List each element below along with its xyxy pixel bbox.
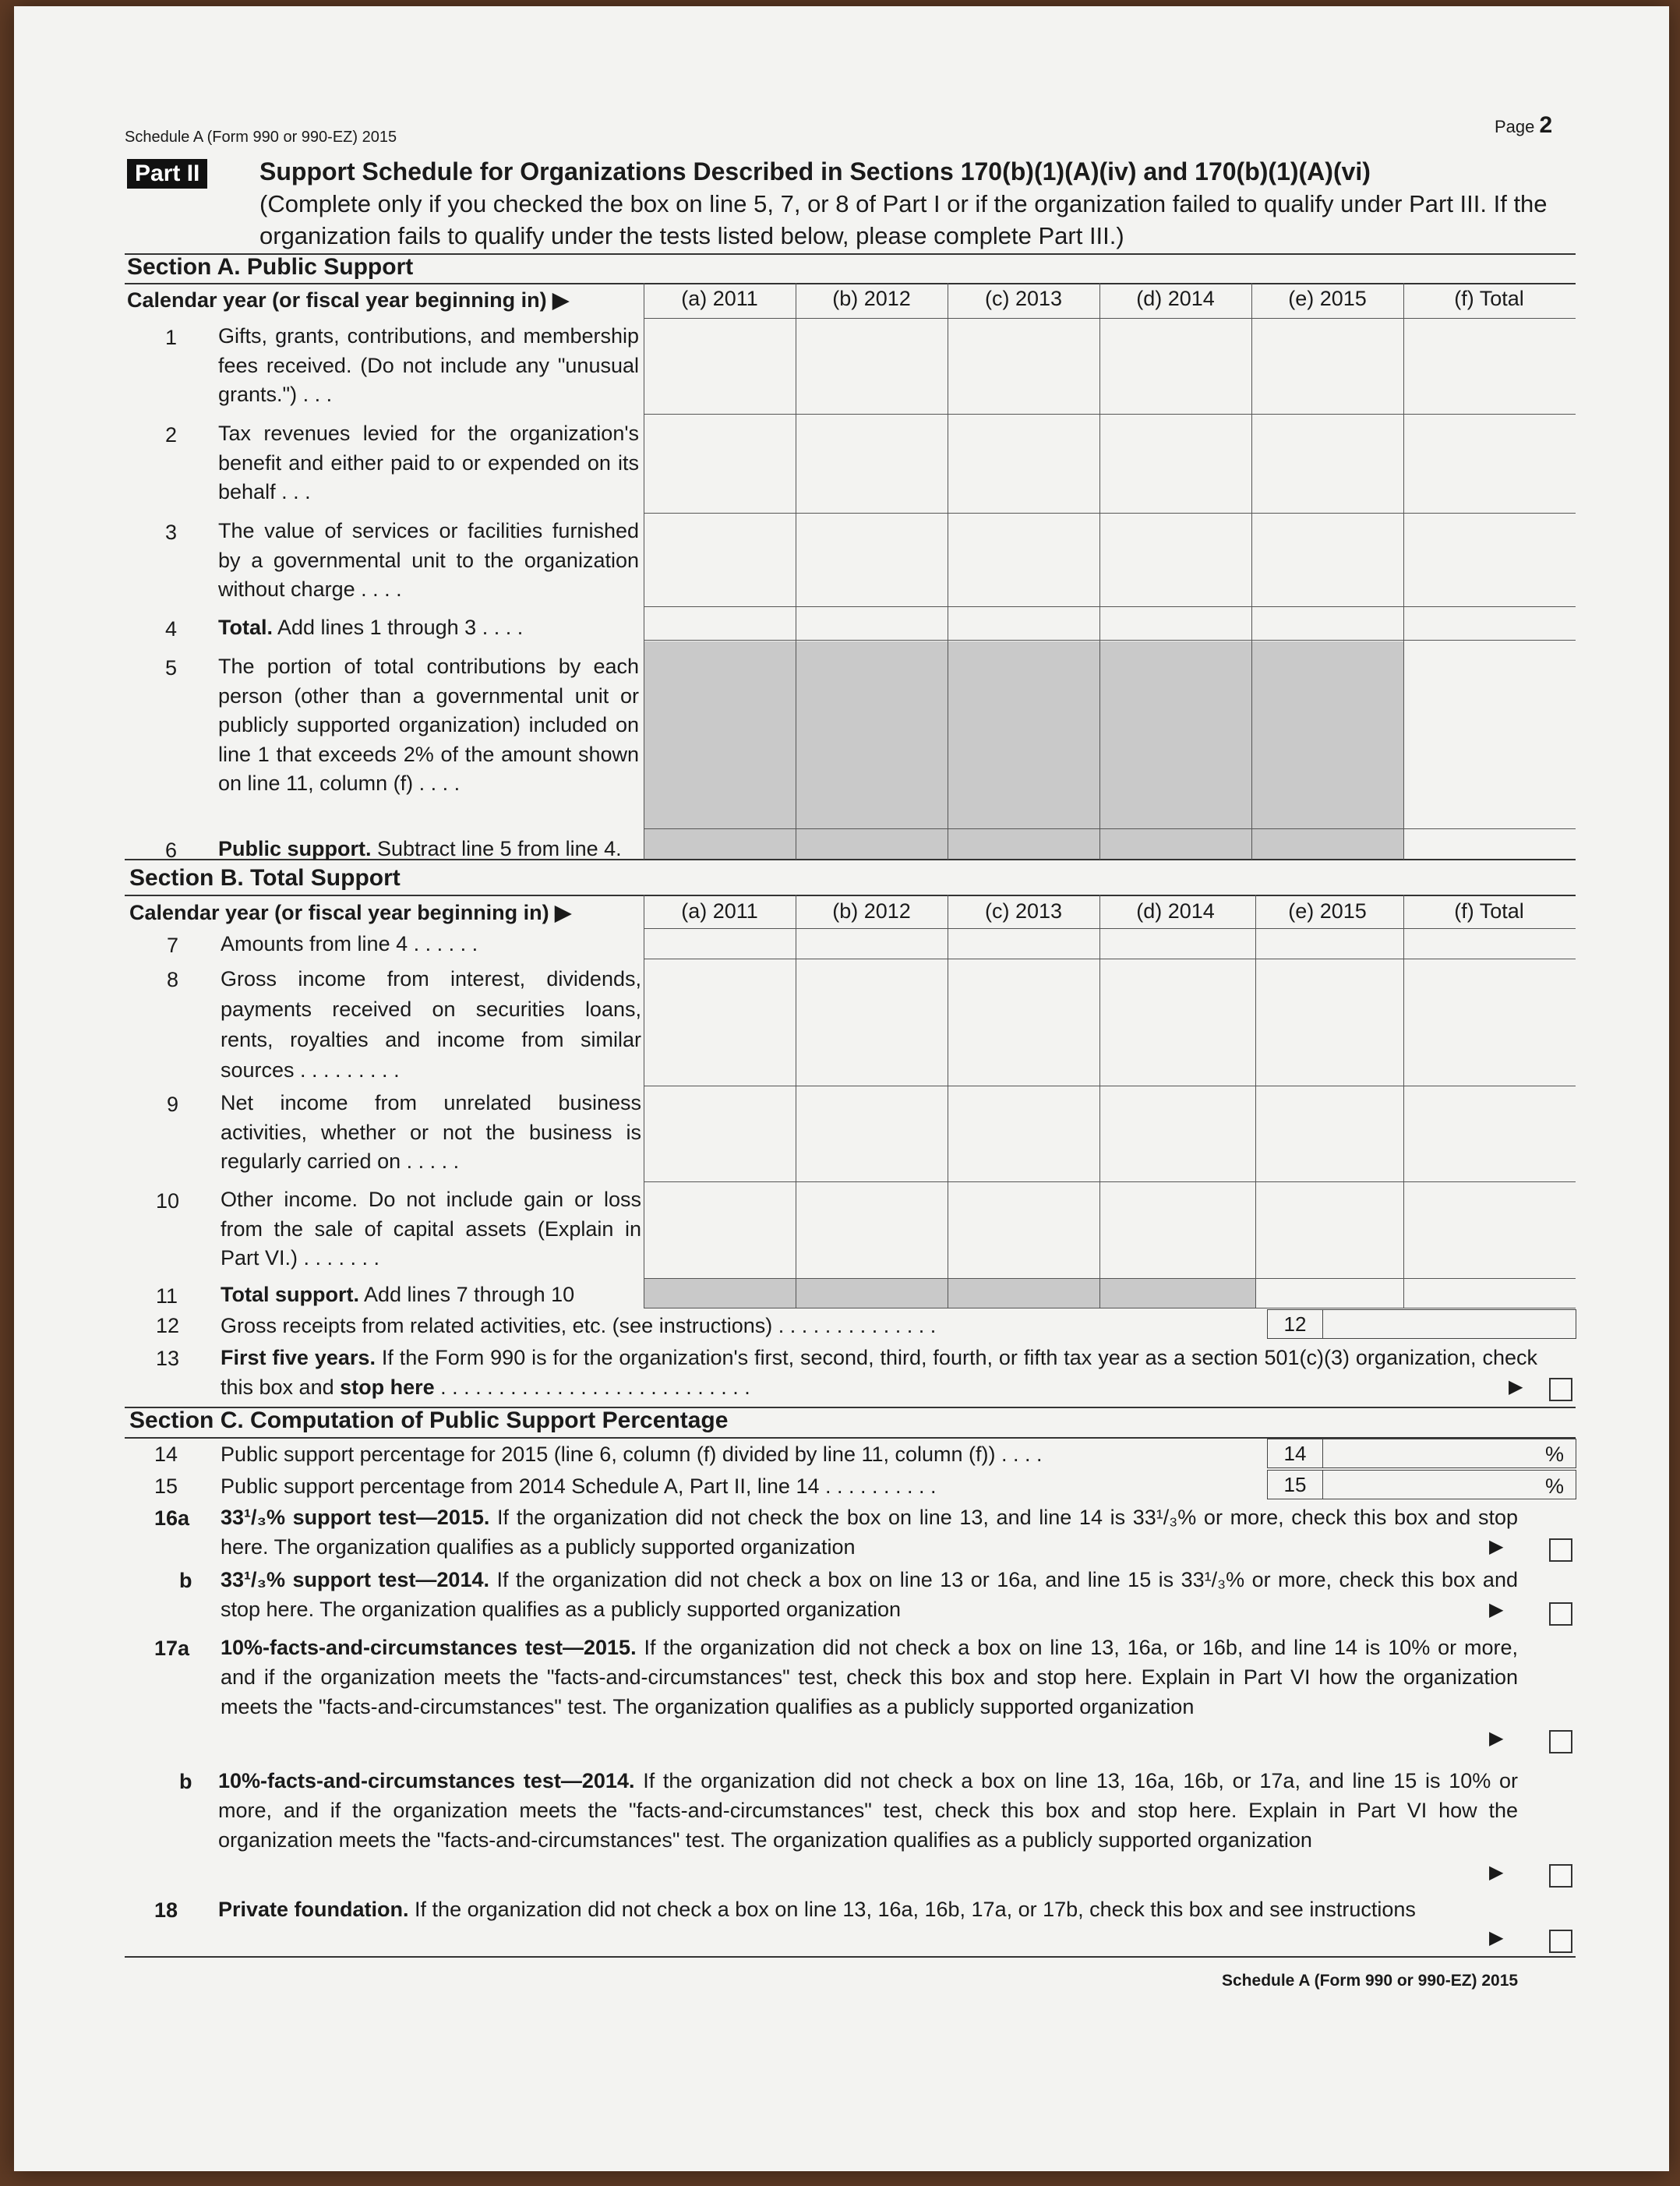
form-page [14, 6, 1669, 2171]
percent-sign: % [1545, 1474, 1565, 1498]
line-number: 5 [165, 656, 178, 680]
grid-line [644, 928, 1576, 929]
line-15-box-label: 15 [1267, 1470, 1323, 1499]
line-12-input[interactable] [1322, 1309, 1576, 1339]
line-number: b [179, 1569, 192, 1592]
arrow-icon: ▶ [1489, 1862, 1504, 1883]
line-16b-checkbox[interactable] [1549, 1602, 1572, 1626]
line-11-desc: Total support. Add lines 7 through 10 [221, 1283, 575, 1306]
line-number: 11 [156, 1284, 178, 1308]
col-head-b: (b) 2012 [832, 287, 911, 310]
line-12-box-label: 12 [1267, 1309, 1323, 1339]
grid-line [644, 318, 1576, 319]
line-number: 16a [154, 1506, 190, 1530]
line-14-desc: Public support percentage for 2015 (line 6, column (f) divided by line 11, column (f)) . . . . [221, 1443, 1043, 1466]
col-head-d: (d) 2014 [1136, 287, 1215, 310]
arrow-icon: ▶ [1489, 1927, 1504, 1948]
line-number: 9 [167, 1093, 179, 1116]
section-c-title: Section C. Computation of Public Support Percentage [129, 1407, 729, 1433]
grid-line [644, 640, 1576, 641]
line-9-desc: Net income from unrelated business activities, whether or not the business is regularly carried on . . . . . [221, 1091, 641, 1173]
section-b-title: Section B. Total Support [129, 865, 401, 891]
arrow-icon: ▶ [1489, 1536, 1504, 1557]
grid-line [644, 606, 1576, 607]
line-14-input[interactable] [1322, 1439, 1576, 1468]
col-head-f: (f) Total [1454, 899, 1524, 923]
line-3-desc: The value of services or facilities furnished by a governmental unit to the organization without charge . . . . [218, 519, 639, 601]
line-5-desc: The portion of total contributions by each person (other than a governmental unit or publicly supported organization) included on line 1 that exceeds 2% of the amount shown on line 11, column (f) . . . . [218, 655, 639, 795]
line-12-desc: Gross receipts from related activities, etc. (see instructions) . . . . . . . . . . . . . . [221, 1314, 937, 1337]
grid-line [1403, 895, 1404, 1308]
line-number: 18 [154, 1898, 178, 1922]
col-head-e: (e) 2015 [1288, 899, 1367, 923]
line-number: 3 [165, 521, 178, 544]
line-6-desc: Public support. Subtract line 5 from line 4. [218, 837, 622, 860]
shaded-cells [644, 641, 1403, 860]
col-head-c: (c) 2013 [984, 899, 1063, 923]
form-reference: Schedule A (Form 990 or 990-EZ) 2015 [125, 129, 397, 146]
percent-sign: % [1545, 1443, 1565, 1466]
col-head-a: (a) 2011 [681, 899, 758, 923]
col-head-e: (e) 2015 [1288, 287, 1367, 310]
line-number: 13 [156, 1347, 180, 1370]
line-number: 4 [165, 617, 178, 641]
grid-line [1251, 283, 1252, 860]
divider [125, 1956, 1576, 1958]
grid-line [1255, 895, 1256, 1308]
grid-line [1099, 895, 1100, 1308]
divider [125, 283, 1576, 284]
arrow-icon: ▶ [1509, 1376, 1523, 1397]
divider [125, 895, 1576, 896]
grid-line [644, 414, 1576, 415]
line-17a-desc: 10%-facts-and-circumstances test—2015. If the organization did not check a box on line 13, 16a, or 16b, and line 14 is 10% or more, and if the organization meets the "facts-and-circumstances" test, check this box and stop here. Explain in Part VI how the organization meets the "facts-and-circumstances" test. The organization qualifies as a publicly supported organization [221, 1636, 1518, 1718]
part-title: Support Schedule for Organizations Described in Sections 170(b)(1)(A)(iv) and 170(b)(1)(A)(vi) (Complete only if you checked the box on line 5, 7, or 8 of Part I or if the organization failed to qualify under Part III. If the organization fails to qualify under the tests listed below, please complete Part III.) [259, 157, 1548, 249]
grid-line [644, 1278, 1576, 1279]
part-label: Part II [127, 159, 207, 189]
line-13-checkbox[interactable] [1549, 1378, 1572, 1401]
line-number: 14 [154, 1443, 178, 1466]
arrow-icon: ▶ [1489, 1599, 1504, 1620]
line-1-desc: Gifts, grants, contributions, and membership fees received. (Do not include any "unusual grants.") . . . [218, 324, 639, 406]
line-number: 10 [156, 1189, 180, 1213]
line-7-desc: Amounts from line 4 . . . . . . [221, 932, 478, 955]
line-number: 8 [167, 968, 179, 991]
grid-line [1099, 283, 1100, 860]
footer: Schedule A (Form 990 or 990-EZ) 2015 [1222, 1972, 1519, 1990]
line-number: 2 [165, 423, 178, 447]
line-number: 15 [154, 1474, 178, 1498]
calendar-year-label: Calendar year (or fiscal year beginning in) ▶ [127, 288, 569, 312]
line-15-input[interactable] [1322, 1470, 1576, 1499]
line-number: 1 [165, 326, 178, 349]
grid-line [644, 513, 1576, 514]
line-number: b [179, 1770, 192, 1793]
line-number: 6 [165, 839, 178, 862]
line-17b-checkbox[interactable] [1549, 1864, 1572, 1888]
line-2-desc: Tax revenues levied for the organization's benefit and either paid to or expended on its behalf . . . [218, 422, 639, 503]
page-number: Page 2 [1495, 112, 1553, 138]
line-18-checkbox[interactable] [1549, 1930, 1572, 1953]
arrow-icon: ▶ [1489, 1728, 1504, 1749]
line-16a-desc: 33¹/₃% support test—2015. If the organization did not check the box on line 13, and line 14 is 33¹/₃% or more, check this box and stop here. The organization qualifies as a publicly supported organization [221, 1506, 1518, 1559]
line-number: 17a [154, 1637, 190, 1660]
col-head-c: (c) 2013 [984, 287, 1063, 310]
grid-line [644, 1181, 1576, 1182]
line-14-box-label: 14 [1267, 1439, 1323, 1468]
line-15-desc: Public support percentage from 2014 Schedule A, Part II, line 14 . . . . . . . . . . [221, 1474, 937, 1498]
grid-line [1403, 283, 1404, 860]
line-number: 12 [156, 1314, 180, 1337]
line-4-desc: Total. Add lines 1 through 3 . . . . [218, 616, 524, 639]
section-a-title: Section A. Public Support [127, 254, 414, 280]
line-8-desc: Gross income from interest, dividends, payments received on securities loans, rents, royalties and income from similar sources . . . . . . . . . [221, 967, 641, 1082]
grid-line [644, 828, 1576, 829]
line-17b-desc: 10%-facts-and-circumstances test—2014. If the organization did not check a box on line 13, 16a, 16b, or 17a, and line 15 is 10% or more, and if the organization meets the "facts-and-circumstances" test, check this box and stop here. Explain in Part VI how the organization meets the "facts-and-circumstances" test. The organization qualifies as a publicly supported organization [218, 1769, 1518, 1852]
col-head-a: (a) 2011 [681, 287, 758, 310]
col-head-d: (d) 2014 [1136, 899, 1215, 923]
line-10-desc: Other income. Do not include gain or loss from the sale of capital assets (Explain in Part VI.) . . . . . . . [221, 1188, 641, 1270]
line-17a-checkbox[interactable] [1549, 1730, 1572, 1753]
line-16b-desc: 33¹/₃% support test—2014. If the organization did not check a box on line 13 or 16a, and line 15 is 33¹/₃% or more, check this box and stop here. The organization qualifies as a publicly supported organization [221, 1568, 1518, 1621]
line-16a-checkbox[interactable] [1549, 1538, 1572, 1562]
col-head-f: (f) Total [1454, 287, 1524, 310]
line-18-desc: Private foundation. If the organization did not check a box on line 13, 16a, 16b, 17a, or 17b, check this box and see instructions [218, 1898, 1416, 1921]
line-number: 7 [167, 934, 179, 957]
col-head-b: (b) 2012 [832, 899, 911, 923]
line-13-desc: First five years. If the Form 990 is for the organization's first, second, third, fourth, or fifth tax year as a section 501(c)(3) organization, check this box and stop here . . . . . . . . . . . . . . . . . . . . . . . . . . . [221, 1346, 1537, 1399]
shaded-cells [644, 1278, 1255, 1308]
calendar-year-label: Calendar year (or fiscal year beginning in) ▶ [129, 901, 571, 924]
